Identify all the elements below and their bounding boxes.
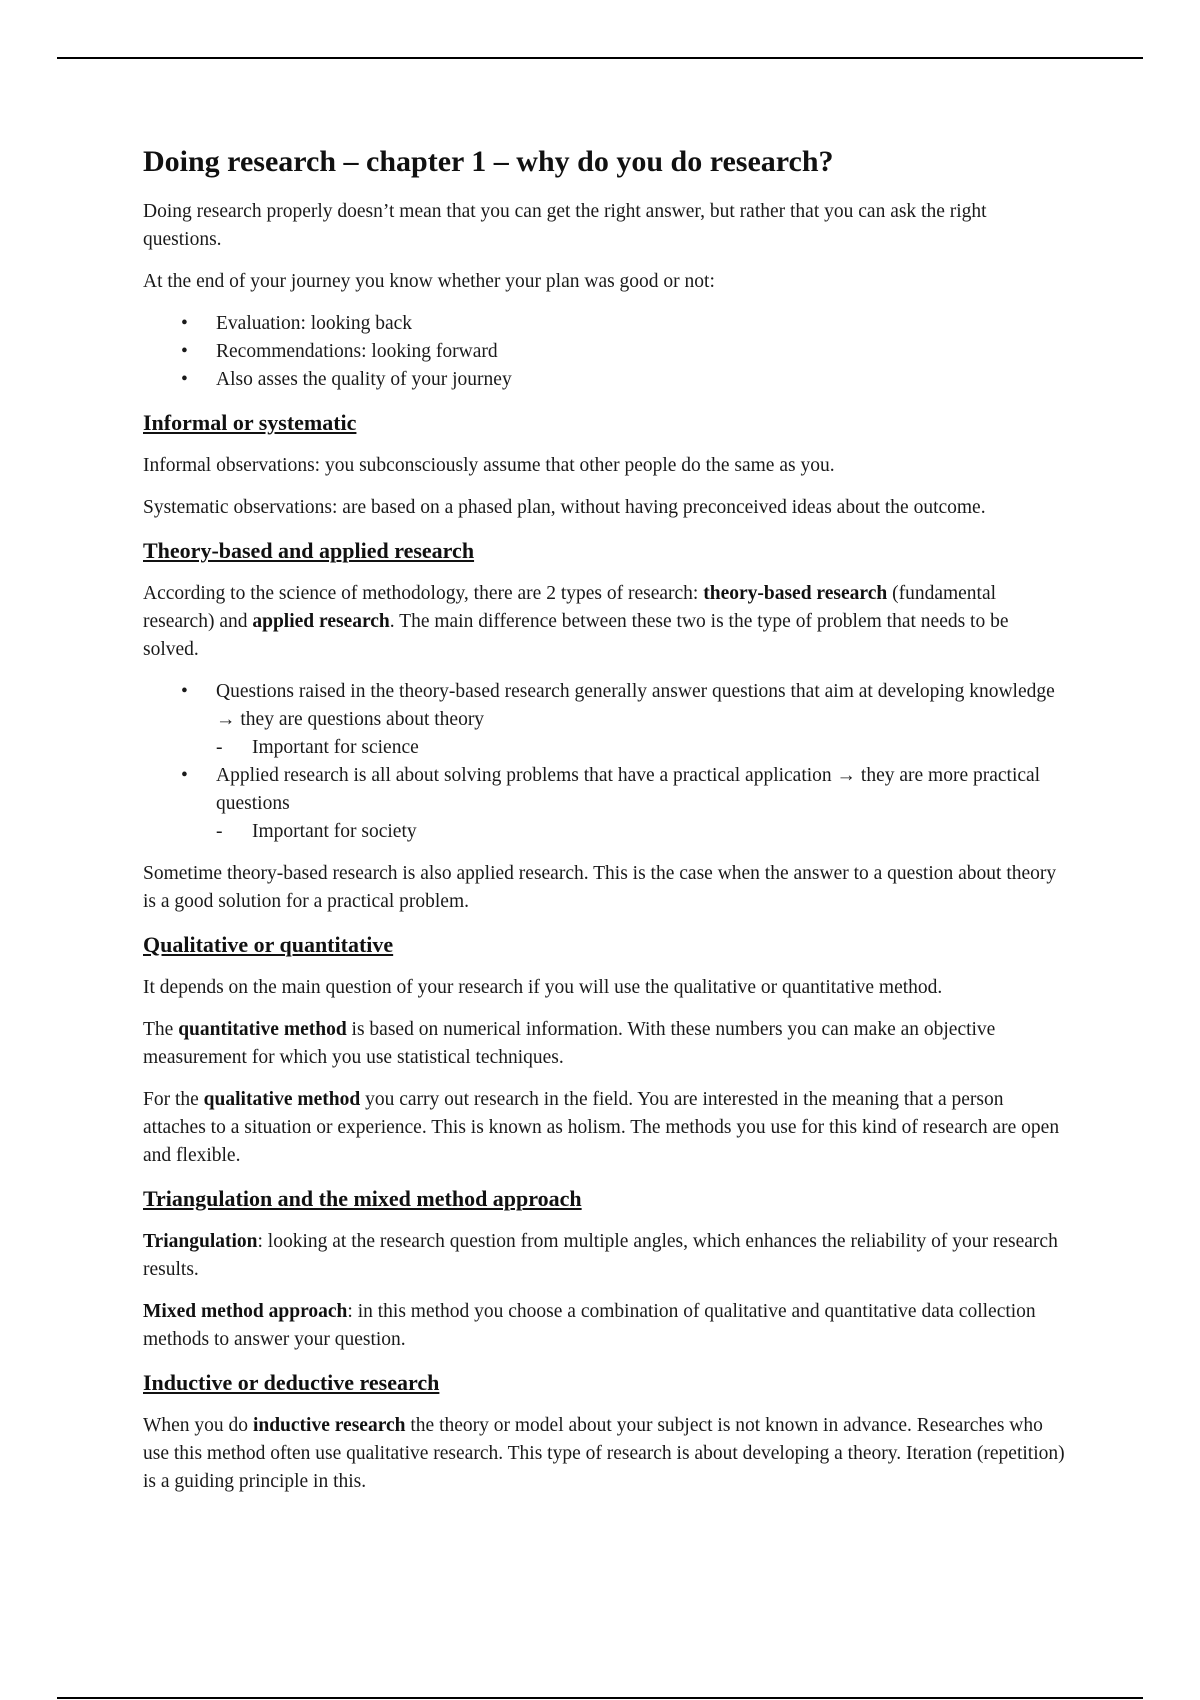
intro-bullet-list xyxy=(143,310,1065,394)
list-item: • Applied research is all about solving problems that have a practical application → they are more practical questions - Important for society xyxy=(143,762,1065,846)
intro-paragraph-2: At the end of your journey you know whether your plan was good or not: xyxy=(143,271,715,292)
inductive-paragraph-1: When you do inductive research the theory or model about your subject is not known in advance. Researches who use this method often use qualitative research. This type of research is about developing a theory. Iteration (repetition) is a guiding principle in this. xyxy=(143,1415,1065,1492)
intro-paragraph-1: Doing research properly doesn’t mean that you can get the right answer, but rather that you can ask the right questions. xyxy=(143,201,987,250)
heading-inductive-deductive: Inductive or deductive research xyxy=(143,1370,440,1395)
bullet-icon: • xyxy=(181,341,188,362)
bottom-rule xyxy=(57,1697,1143,1699)
term-mixed-method-approach: Mixed method approach xyxy=(143,1301,348,1322)
sub-list-item: - Important for society xyxy=(216,818,1065,846)
term-applied-research: applied research xyxy=(252,611,390,632)
list-item: • Also asses the quality of your journey xyxy=(143,366,1065,394)
triangulation-paragraph-1: Triangulation: looking at the research question from multiple angles, which enhances the reliability of your research results. xyxy=(143,1231,1058,1280)
heading-qualitative-quantitative: Qualitative or quantitative xyxy=(143,932,394,957)
sub-list-item: - Important for science xyxy=(216,734,1065,762)
heading-informal-systematic: Informal or systematic xyxy=(143,410,357,435)
theory-paragraph-1: According to the science of methodology, there are 2 types of research: theory-based research (fundamental research) and applied research. The main difference between these two is the type of problem that needs to be solved. xyxy=(143,583,1009,660)
qualquant-paragraph-3: For the qualitative method you carry out research in the field. You are interested in the meaning that a person attaches to a situation or experience. This is known as holism. The methods you use for this kind of research are open and flexible. xyxy=(143,1089,1060,1166)
list-item: • Evaluation: looking back xyxy=(143,310,1065,338)
dash-icon: - xyxy=(216,737,223,758)
term-theory-based-research: theory-based research xyxy=(703,583,888,604)
heading-triangulation: Triangulation and the mixed method approach xyxy=(143,1186,582,1211)
triangulation-paragraph-2: Mixed method approach: in this method you choose a combination of qualitative and quantitative data collection methods to answer your question. xyxy=(143,1301,1036,1350)
dash-icon: - xyxy=(216,821,223,842)
bullet-icon: • xyxy=(181,765,188,786)
page-title: Doing research – chapter 1 – why do you do research? xyxy=(143,145,834,178)
informal-paragraph-1: Informal observations: you subconsciously assume that other people do the same as you. xyxy=(143,455,835,476)
term-triangulation: Triangulation xyxy=(143,1231,258,1252)
theory-bullet-list xyxy=(143,678,1065,846)
bullet-icon: • xyxy=(181,681,188,702)
list-item: • Questions raised in the theory-based research generally answer questions that aim at developing knowledge → they are questions about theory - Important for science xyxy=(143,678,1065,762)
list-item: • Recommendations: looking forward xyxy=(143,338,1065,366)
term-quantitative-method: quantitative method xyxy=(178,1019,347,1040)
qualquant-paragraph-2: The quantitative method is based on numerical information. With these numbers you can make an objective measurement for which you use statistical techniques. xyxy=(143,1019,996,1068)
bullet-icon: • xyxy=(181,369,188,390)
heading-theory-applied: Theory-based and applied research xyxy=(143,538,475,563)
top-rule xyxy=(57,57,1143,59)
bullet-icon: • xyxy=(181,313,188,334)
document-body xyxy=(143,140,1065,1510)
theory-paragraph-2: Sometime theory-based research is also applied research. This is the case when the answer to a question about theory is a good solution for a practical problem. xyxy=(143,863,1057,912)
qualquant-paragraph-1: It depends on the main question of your research if you will use the qualitative or quantitative method. xyxy=(143,977,943,998)
term-qualitative-method: qualitative method xyxy=(203,1089,361,1110)
informal-paragraph-2: Systematic observations: are based on a phased plan, without having preconceived ideas about the outcome. xyxy=(143,497,986,518)
term-inductive-research: inductive research xyxy=(252,1415,406,1436)
